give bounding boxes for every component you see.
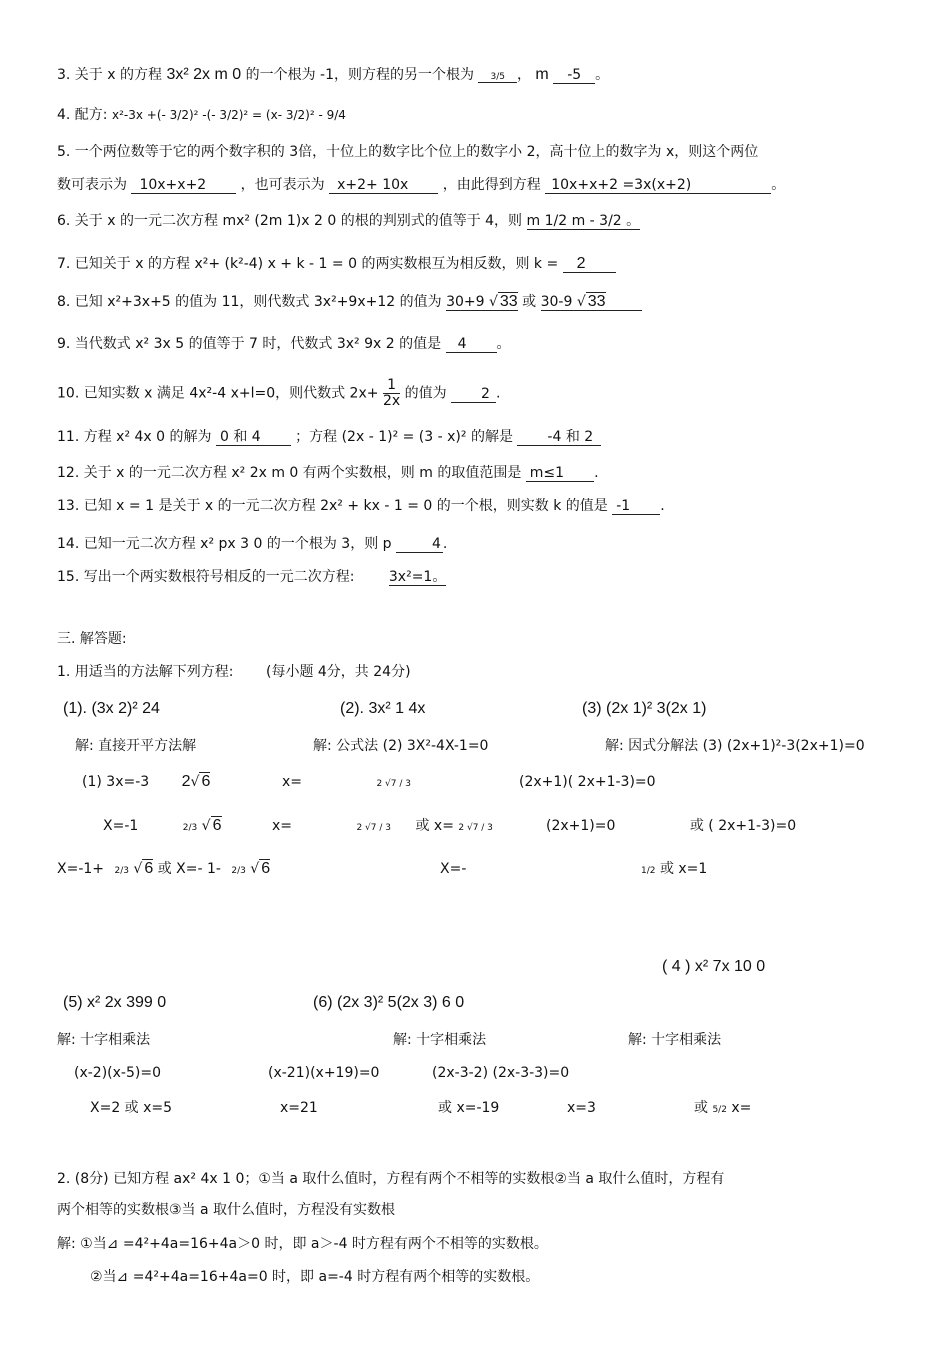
question-text: 9. 当代数式 x² 3x 5 的值等于 7 时，代数式 3x² 9x 2 的值是 — [57, 336, 442, 352]
equation-1: (1). (3x 2)² 24 — [63, 700, 160, 717]
equation-5: (5) x² 2x 399 0 — [63, 994, 167, 1011]
answer-blank: 30-9 √ 33 — [541, 294, 642, 311]
solution-6-result-b — [694, 1099, 751, 1119]
radicand: 6 — [201, 773, 211, 790]
fraction: 2 √7 / 3 — [376, 779, 411, 789]
or-text: 或 x=1 — [659, 861, 708, 877]
question-text: 14. 已知一元二次方程 x² px 3 0 的一个根为 3，则 p — [57, 536, 392, 552]
step-text: (1) 3x=-3 — [82, 774, 150, 790]
radicand: 33 — [499, 293, 518, 310]
question-7 — [57, 255, 616, 273]
coefficient: 2 — [181, 773, 191, 790]
punct: . — [660, 498, 665, 514]
question-text: ，由此得到方程 — [442, 177, 541, 193]
solution-4-step1: (x-2)(x-5)=0 — [74, 1065, 161, 1081]
step-text: X=-1+ — [57, 861, 105, 877]
numerator: 1 — [383, 378, 400, 394]
fraction — [383, 378, 400, 409]
answer-blank: 0 和 4 — [216, 429, 291, 446]
radicand: 6 — [144, 860, 154, 877]
answer-blank: 2 — [563, 255, 616, 273]
method-1: 解: 直接开平方法解 — [75, 738, 197, 754]
question-13 — [57, 497, 665, 515]
solution-5-step1: (x-21)(x+19)=0 — [268, 1065, 380, 1081]
fraction: 2/3 — [182, 823, 198, 833]
solution-3-result — [641, 860, 707, 880]
problem-text: 1. 用适当的方法解下列方程: — [57, 664, 234, 680]
answer-blank: -1 — [612, 498, 660, 515]
step-text: x= — [731, 1100, 752, 1116]
question-text: 10. 已知实数 x 满足 4x²-4 x+l=0，则代数式 2x+ — [57, 385, 379, 402]
radicand: 33 — [587, 293, 606, 310]
question-text: 8. 已知 x²+3x+5 的值为 11，则代数式 3x²+9x+12 的值为 — [57, 294, 442, 310]
question-5-line1: 5. 一个两位数等于它的两个数字积的 3倍，十位上的数字比个位上的数字小 2，高十位上的数字为 x，则这个两位 — [57, 144, 759, 160]
denominator: 2x — [382, 393, 401, 409]
answer-blank: 10x+x+2 — [131, 177, 236, 194]
question-12 — [57, 464, 599, 482]
fraction: 5/2 — [712, 1105, 727, 1115]
punct: 。 — [595, 67, 610, 83]
question-text: 6. 关于 x 的一元二次方程 mx² (2m 1)x 2 0 的根的判别式的值等于 4，则 — [57, 213, 523, 229]
question-3: 3. 关于 x 的方程 3x² 2x m 0 的一个根为 -1，则方程的另一个根为 3/5 ， m -5 。 — [57, 66, 610, 83]
fraction: 2 √7 / 3 — [458, 823, 493, 833]
problem-2-solution-1: 解: ①当⊿ =4²+4a=16+4a＞0 时，即 a＞-4 时方程有两个不相等的实数根。 — [57, 1236, 548, 1252]
solution-3-step1: (2x+1)( 2x+1-3)=0 — [519, 774, 656, 790]
solution-6-step1: (2x-3-2) (2x-3-3)=0 — [432, 1065, 570, 1081]
question-5-line2 — [57, 176, 785, 194]
solution-1-result: X=-1+ 2/3 √ 6 或 X=- 1- 2/3 √ 6 — [57, 860, 271, 877]
answer-blank: m≤1 — [526, 465, 594, 482]
radicand: 6 — [261, 860, 271, 877]
question-text: 15. 写出一个两实数根符号相反的一元二次方程: — [57, 569, 355, 585]
solution-3-step2 — [546, 817, 796, 835]
fraction: 2/3 — [231, 866, 246, 876]
answer-blank: 4 — [396, 536, 443, 553]
question-6 — [57, 212, 640, 230]
solution-2-result: X=- — [440, 861, 467, 877]
punct: 。 — [496, 336, 511, 352]
solution-1-step1: (1) 3x=-3 2√ 6 — [82, 773, 211, 790]
step-text: x= — [282, 774, 303, 790]
punct: . — [594, 465, 599, 481]
equation: 3x² 2x m 0 — [166, 66, 242, 83]
solution-2-step1 — [282, 773, 411, 793]
answer-blank: -4 和 2 — [517, 429, 601, 446]
question-text: 13. 已知 x = 1 是关于 x 的一元二次方程 2x² + kx - 1 = 0 的一个根，则实数 k 的值是 — [57, 498, 608, 514]
question-text: 4. 配方: — [57, 107, 108, 123]
section-title: 三. 解答题: — [57, 631, 127, 647]
solution-5-result-a: x=21 — [280, 1100, 318, 1116]
question-10 — [57, 378, 500, 409]
answer-blank: 10x+x+2 =3x(x+2) — [545, 177, 771, 194]
punct: 。 — [771, 177, 786, 193]
question-text: ；方程 (2x - 1)² = (3 - x)² 的解是 — [295, 429, 513, 445]
solution-2-step2 — [272, 817, 493, 837]
question-4 — [57, 106, 346, 124]
solution-6-result-a: x=3 — [567, 1100, 596, 1116]
equation-2: (2). 3x² 1 4x — [340, 700, 426, 717]
answer-blank: -5 — [553, 67, 595, 84]
score-note: (每小题 4分，共 24分) — [265, 664, 411, 680]
equation: x²-3x +(- 3/2)² -(- 3/2)² = (x- 3/2)² - 9/4 — [111, 108, 346, 122]
answer-blank: 4 — [446, 336, 497, 353]
question-14 — [57, 535, 447, 553]
method-2: 解: 公式法 (2) 3X²-4X-1=0 — [313, 738, 489, 754]
question-text: 的一个根为 -1，则方程的另一个根为 — [245, 67, 475, 83]
question-text: 3. 关于 x 的方程 — [57, 67, 162, 83]
punct: . — [442, 536, 448, 552]
question-8 — [57, 293, 642, 311]
answer-blank: 30+9 √ 33 — [446, 293, 518, 310]
method-4: 解: 十字相乘法 — [57, 1032, 151, 1048]
method-6: 解: 十字相乘法 — [628, 1032, 722, 1048]
fraction: 2 √7 / 3 — [356, 823, 391, 833]
step-text: X=-1 — [103, 818, 139, 834]
question-9 — [57, 335, 511, 353]
method-3: 解: 因式分解法 (3) (2x+1)²-3(2x+1)=0 — [605, 738, 865, 754]
answer-blank: x+2+ 10x — [329, 177, 438, 194]
answer-blank: 3/5 — [478, 72, 516, 83]
question-text: 11. 方程 x² 4x 0 的解为 — [57, 429, 212, 445]
or-text: 或 X=- 1- — [157, 861, 221, 877]
equation-3: (3) (2x 1)² 3(2x 1) — [582, 700, 707, 717]
method-5: 解: 十字相乘法 — [393, 1032, 487, 1048]
variable-label: m — [535, 66, 549, 83]
question-text: 12. 关于 x 的一元二次方程 x² 2x m 0 有两个实数根，则 m 的取值范围是 — [57, 465, 522, 481]
answer-text: 30-9 — [540, 294, 573, 310]
question-text: 数可表示为 — [57, 177, 127, 193]
answer-blank: 2 — [451, 386, 496, 403]
punct: . — [495, 385, 501, 402]
problem-1-title — [57, 663, 411, 681]
radicand: 6 — [212, 817, 222, 834]
step-text: x= — [272, 818, 293, 834]
solution-1-step2: X=-1 2/3 √ 6 — [103, 817, 222, 834]
or-text: 或 — [694, 1100, 708, 1116]
fraction: 1/2 — [641, 866, 656, 876]
solution-4-result: X=2 或 x=5 — [90, 1100, 173, 1116]
equation-6: (6) (2x 3)² 5(2x 3) 6 0 — [313, 994, 465, 1011]
question-text: 的值为 — [404, 385, 447, 402]
answer-blank: m 1/2 m - 3/2 。 — [526, 213, 641, 229]
problem-2-line2: 两个相等的实数根③当 a 取什么值时，方程没有实数根 — [57, 1202, 396, 1218]
question-text: 7. 已知关于 x 的方程 x²+ (k²-4) x + k - 1 = 0 的两实数根互为相反数，则 k = — [57, 256, 559, 272]
answer-text: 30+9 — [446, 294, 485, 310]
question-15 — [57, 568, 446, 586]
equation-4: ( 4 ) x² 7x 10 0 — [662, 958, 766, 975]
step-text: 或 ( 2x+1-3)=0 — [689, 818, 797, 834]
step-text: (2x+1)=0 — [546, 818, 616, 834]
problem-2-solution-2: ②当⊿ =4²+4a=16+4a=0 时，即 a=-4 时方程有两个相等的实数根。 — [90, 1269, 540, 1285]
solution-5-result-b: 或 x=-19 — [438, 1100, 500, 1116]
question-11 — [57, 428, 601, 446]
or-text: 或 — [522, 294, 537, 310]
question-text: ，也可表示为 — [240, 177, 325, 193]
or-text: 或 x= — [415, 818, 454, 834]
fraction: 2/3 — [114, 866, 129, 876]
problem-2-line1: 2. (8分) 已知方程 ax² 4x 1 0；①当 a 取什么值时，方程有两个不相等的实数根②当 a 取什么值时，方程有 — [57, 1171, 725, 1187]
answer-blank: 3x²=1。 — [388, 569, 447, 585]
